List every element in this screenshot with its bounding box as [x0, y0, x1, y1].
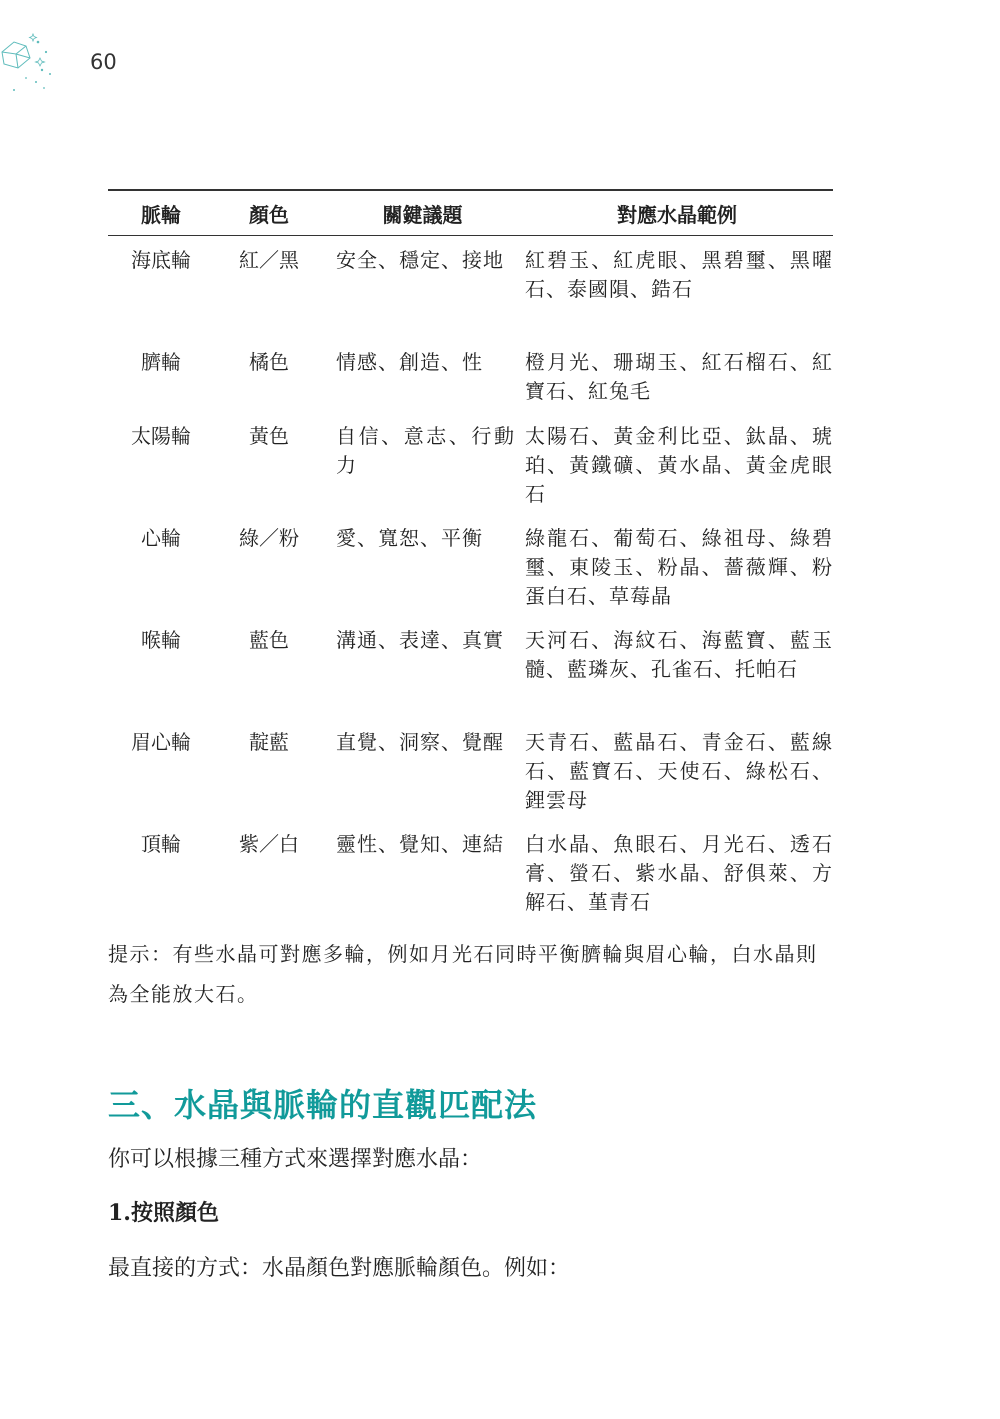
chakra-key-issue: 溝通、表達、真實 [336, 627, 504, 652]
chakra-key-issue: 靈性、覺知、連結 [336, 831, 504, 856]
page-number: 60 [90, 50, 117, 74]
chakra-color: 藍色 [249, 627, 289, 652]
chakra-name: 心輪 [141, 525, 181, 550]
chakra-key-issue: 安全、穩定、接地 [336, 248, 504, 272]
chakra-crystals: 太陽石、黃金利比亞、鈦晶、琥珀、黃鐵礦、黃水晶、黃金虎眼石 [525, 423, 833, 506]
chakra-color: 黃色 [249, 423, 289, 448]
chakra-crystals: 紅碧玉、紅虎眼、黑碧璽、黑曜石、泰國隕、鋯石 [525, 248, 833, 301]
header-key-issue: 關鍵議題 [382, 202, 463, 227]
chakra-name: 臍輪 [141, 349, 181, 374]
chakra-name: 頂輪 [141, 831, 181, 856]
chakra-key-issue: 自信、意志、行動力 [336, 423, 515, 477]
chakra-key-issue: 情感、創造、性 [336, 349, 483, 374]
chakra-color: 紫／白 [239, 831, 299, 856]
chakra-key-issue: 愛、寬恕、平衡 [336, 525, 483, 550]
table-row [108, 718, 833, 820]
table-row [108, 820, 833, 920]
section-title: 三、水晶與脈輪的直觀匹配法 [108, 1086, 538, 1124]
table-row [108, 514, 833, 616]
chakra-color: 紅／黑 [239, 248, 299, 272]
table-header-row [108, 190, 833, 236]
chakra-name: 眉心輪 [131, 729, 191, 754]
chakra-key-issue: 直覺、洞察、覺醒 [336, 729, 504, 754]
chakra-crystal-table [108, 189, 833, 920]
chakra-crystals: 天青石、藍晶石、青金石、藍線石、藍寶石、天使石、綠松石、鋰雲母 [525, 729, 833, 812]
chakra-name: 海底輪 [131, 248, 191, 272]
chakra-crystals: 綠龍石、葡萄石、綠祖母、綠碧璽、東陵玉、粉晶、薔薇輝、粉蛋白石、草莓晶 [525, 525, 833, 608]
body-text: 最直接的方式：水晶顏色對應脈輪顏色。例如： [108, 1256, 571, 1281]
chakra-color: 綠／粉 [239, 525, 299, 550]
table-row [108, 616, 833, 718]
chakra-color: 靛藍 [249, 729, 289, 754]
chakra-name: 喉輪 [141, 627, 181, 652]
table-row [108, 338, 833, 412]
chakra-crystals: 橙月光、珊瑚玉、紅石榴石、紅寶石、紅兔毛 [525, 349, 833, 403]
header-chakra: 脈輪 [141, 202, 181, 227]
subheading-by-color: 1.按照顏色 [108, 1200, 219, 1226]
table-row [108, 236, 833, 338]
header-crystal-examples: 對應水晶範例 [617, 202, 737, 227]
crystal-constellation-icon [0, 30, 70, 110]
tip-note: 提示：有些水晶可對應多輪，例如月光石同時平衡臍輪與眉心輪，白水晶則為全能放大石。 [108, 942, 818, 1006]
chakra-crystals: 白水晶、魚眼石、月光石、透石膏、螢石、紫水晶、舒俱萊、方解石、堇青石 [525, 831, 833, 914]
chakra-color: 橘色 [249, 349, 289, 374]
table-row [108, 412, 833, 514]
chakra-name: 太陽輪 [131, 423, 191, 448]
intro-text: 你可以根據三種方式來選擇對應水晶： [108, 1147, 483, 1172]
header-color: 顏色 [249, 202, 289, 227]
chakra-crystals: 天河石、海紋石、海藍寶、藍玉髓、藍璘灰、孔雀石、托帕石 [525, 627, 833, 681]
